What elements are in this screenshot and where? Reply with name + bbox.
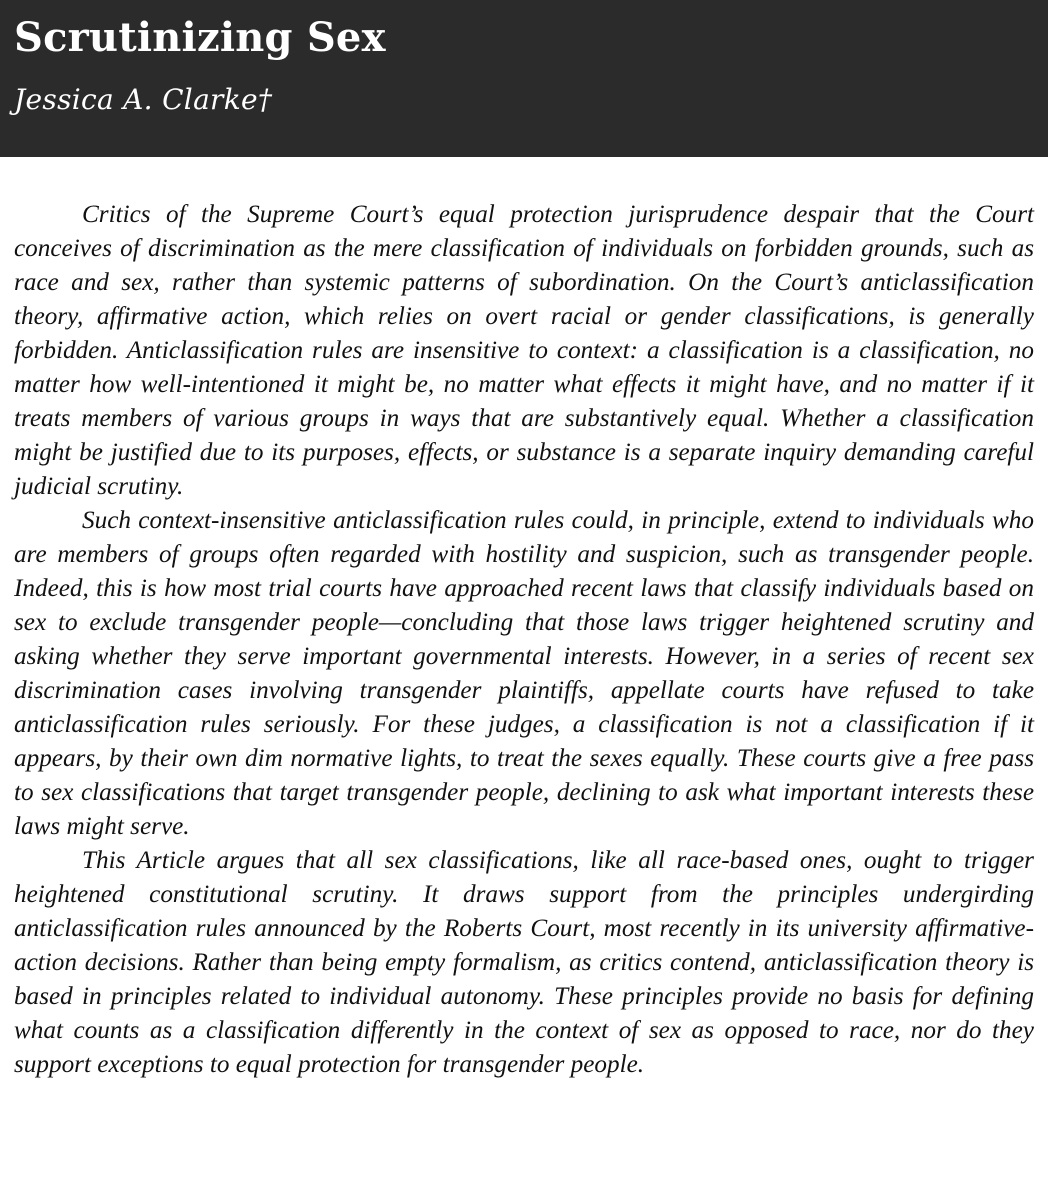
abstract-paragraph: This Article argues that all sex classifications, like all race-based ones, ought to trigger heightened constitutional scrutiny. It draws support from the principles undergirding anticlassification rules announced by the Roberts Court, most recently in its university affirmative-action decisions. Rather than being empty formalism, as critics contend, anticlassification theory is based in principles related to individual autonomy. These principles provide no basis for defining what counts as a classification differently in the context of sex as opposed to race, nor do they support exceptions to equal protection for transgender people. [14, 847, 1034, 1078]
abstract-paragraph: Such context-insensitive anticlassification rules could, in principle, extend to individuals who are members of groups often regarded with hostility and suspicion, such as transgender people. Indeed, this is how most trial courts have approached recent laws that classify individuals based on sex to exclude transgender people—concluding that those laws trigger heightened scrutiny and asking whether they serve important governmental interests. However, in a series of recent sex discrimination cases involving transgender plaintiffs, appellate courts have refused to take anticlassification rules seriously. For these judges, a classification is not a classification if it appears, by their own dim normative lights, to treat the sexes equally. These courts give a free pass to sex classifications that target transgender people, declining to ask what important interests these laws might serve. [14, 507, 1034, 840]
article-title: Scrutinizing Sex [14, 14, 386, 61]
article-header [0, 0, 1048, 157]
article-author: Jessica A. Clarke† [14, 83, 273, 116]
abstract [0, 198, 1048, 1082]
abstract-paragraph: Critics of the Supreme Court’s equal protection jurisprudence despair that the Court conceives of discrimination as the mere classification of individuals on forbidden grounds, such as race and sex, rather than systemic patterns of subordination. On the Court’s anticlassification theory, affirmative action, which relies on overt racial or gender classifications, is generally forbidden. Anticlassification rules are insensitive to context: a classification is a classification, no matter how well-intentioned it might be, no matter what effects it might have, and no matter if it treats members of various groups in ways that are substantively equal. Whether a classification might be justified due to its purposes, effects, or substance is a separate inquiry demanding careful judicial scrutiny. [14, 201, 1034, 500]
